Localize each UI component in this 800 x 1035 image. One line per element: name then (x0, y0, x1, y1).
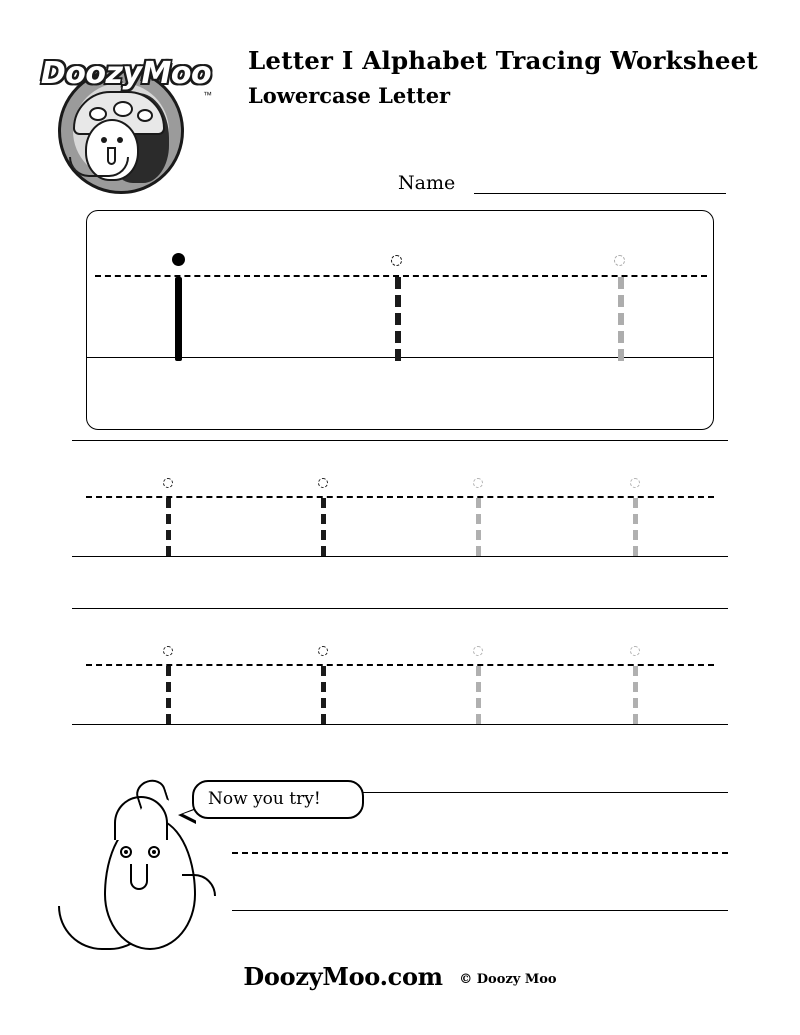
letter-i-stem (633, 498, 638, 556)
letter-i-stem (476, 498, 481, 556)
row-2-baseline (72, 724, 728, 725)
row-1-baseline (72, 556, 728, 557)
page-title-main: Letter I Alphabet Tracing Worksheet (248, 46, 758, 75)
name-label: Name (398, 172, 456, 194)
dashed-midline-guide (95, 275, 707, 277)
letter-i-stem (166, 498, 171, 556)
page-title (248, 46, 758, 110)
trademark-symbol: ™ (203, 90, 212, 100)
footer (0, 962, 800, 991)
page-title-sub: Lowercase Letter (248, 83, 451, 108)
mascot-eye-icon (148, 846, 160, 858)
practice-top-rule[interactable] (340, 792, 728, 793)
letter-i-stem (166, 666, 171, 724)
letter-i-dot (473, 478, 483, 488)
letter-i-dot (163, 646, 173, 656)
name-field (398, 172, 728, 198)
letter-i-dot (318, 646, 328, 656)
footer-site-name: DoozyMoo.com (243, 962, 443, 991)
row-1-dashed-guide (86, 496, 714, 498)
letter-i-dot (614, 255, 625, 266)
letter-i-dot (163, 478, 173, 488)
letter-i-dot (630, 646, 640, 656)
letter-i-dot (630, 478, 640, 488)
practice-dashed-guide[interactable] (232, 852, 728, 854)
letter-i-stem (476, 666, 481, 724)
mascot-eye-icon (120, 846, 132, 858)
model-letter-box (86, 210, 714, 430)
doozy-moo-logo (36, 28, 216, 196)
mascot-curl-icon (133, 776, 170, 810)
mascot-arm-icon (182, 874, 216, 896)
letter-i-stem (321, 666, 326, 724)
row-2-dashed-guide (86, 664, 714, 666)
letter-i-stem (321, 498, 326, 556)
speech-bubble: Now you try! (192, 780, 364, 819)
logo-wordmark: DoozyMoo (40, 56, 212, 91)
footer-copyright: © Doozy Moo (459, 972, 557, 987)
mushroom-spot-icon (89, 107, 107, 121)
row-2-top-rule (72, 608, 728, 609)
letter-i-dot (391, 255, 402, 266)
row-1-top-rule (72, 440, 728, 441)
mushroom-spot-icon (113, 101, 133, 117)
mascot-tongue-icon (130, 864, 148, 890)
letter-i-dot (473, 646, 483, 656)
mushroom-spot-icon (137, 109, 153, 122)
letter-i-stem (175, 277, 182, 361)
letter-i-dot (318, 478, 328, 488)
practice-baseline[interactable] (232, 910, 728, 911)
letter-i-dot (172, 253, 185, 266)
letter-i-stem (618, 277, 624, 361)
mascot-eye-icon (101, 137, 107, 143)
letter-i-stem (633, 666, 638, 724)
letter-i-stem (395, 277, 401, 361)
mascot-eye-icon (117, 137, 123, 143)
name-input-line[interactable] (474, 193, 726, 194)
